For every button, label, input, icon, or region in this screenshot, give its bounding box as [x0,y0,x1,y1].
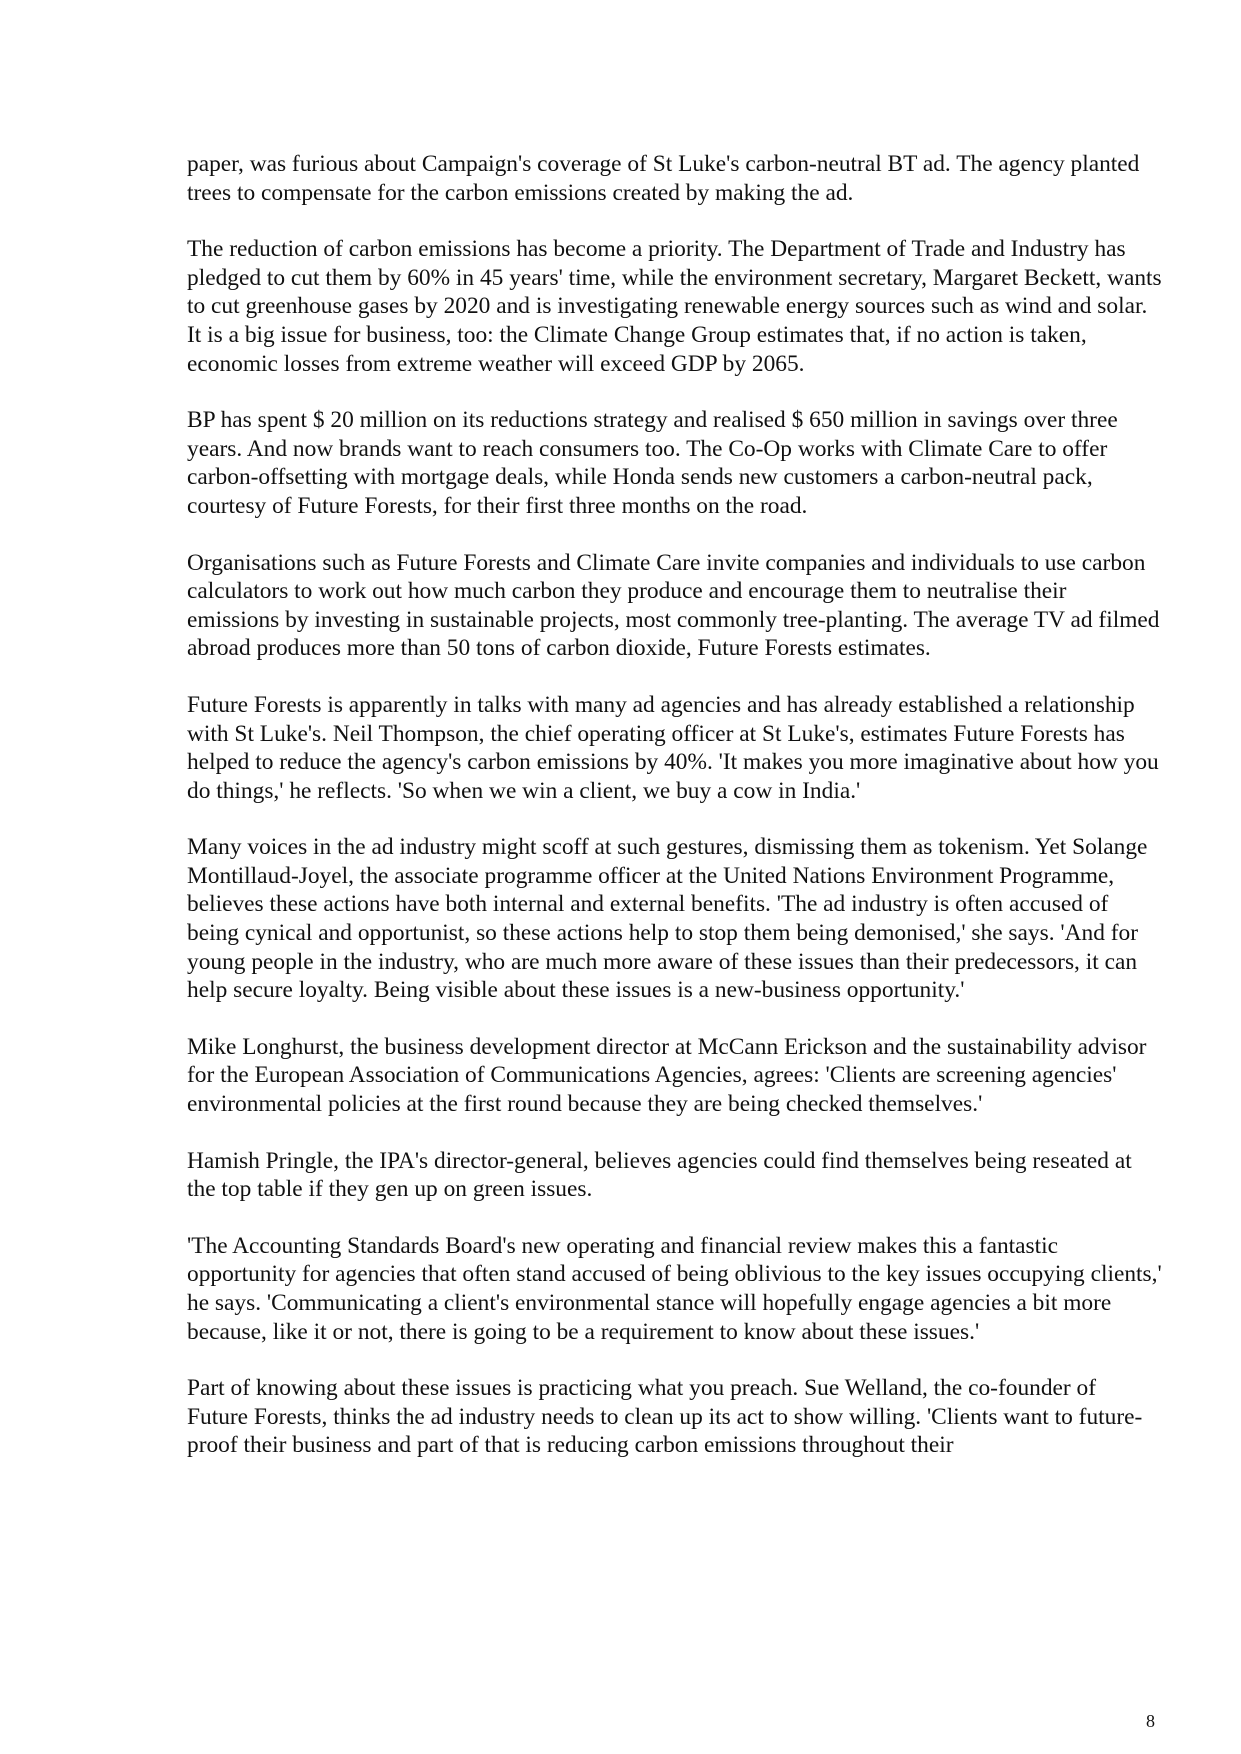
paragraph-1: paper, was furious about Campaign's coverage of St Luke's carbon-neutral BT ad. The agency planted trees to compensate for the carbon emissions created by making the ad. [187,151,1140,206]
paragraph-7: Mike Longhurst, the business development director at McCann Erickson and the sustainability advisor for the European Association of Communications Agencies, agrees: 'Clients are screening agencies' environmental policies at the first round because they are being checked themselves.' [187,1033,1147,1118]
document-body [187,150,1162,1488]
paragraph-2: The reduction of carbon emissions has become a priority. The Department of Trade and Industry has pledged to cut them by 60% in 45 years' time, while the environment secretary, Margaret Beckett, wants to cut greenhouse gases by 2020 and is investigating renewable energy sources such as wind and solar. It is a big issue for business, too: the Climate Change Group estimates that, if no action is taken, economic losses from extreme weather will exceed GDP by 2065. [187,236,1162,377]
paragraph-5: Future Forests is apparently in talks with many ad agencies and has already established a relationship with St Luke's. Neil Thompson, the chief operating officer at St Luke's, estimates Future Forests has helped to reduce the agency's carbon emissions by 40%. 'It makes you more imaginative about how you do things,' he reflects. 'So when we win a client, we buy a cow in India.' [187,691,1159,804]
paragraph-6: Many voices in the ad industry might scoff at such gestures, dismissing them as tokenism. Yet Solange Montillaud-Joyel, the associate programme officer at the United Nations Environment Programme, believes these actions have both internal and external benefits. 'The ad industry is often accused of being cynical and opportunist, so these actions help to stop them being demonised,' she says. 'And for young people in the industry, who are much more aware of these issues than their predecessors, it can help secure loyalty. Being visible about these issues is a new-business opportunity.' [187,834,1148,1004]
paragraph-10: Part of knowing about these issues is practicing what you preach. Sue Welland, the co-founder of Future Forests, thinks the ad industry needs to clean up its act to show willing. 'Clients want to future-proof their business and part of that is reducing carbon emissions throughout their [187,1375,1143,1459]
paragraph-3: BP has spent $ 20 million on its reductions strategy and realised $ 650 million in savings over three years. And now brands want to reach consumers too. The Co-Op works with Climate Care to offer carbon-offsetting with mortgage deals, while Honda sends new customers a carbon-neutral pack, courtesy of Future Forests, for their first three months on the road. [187,407,1118,519]
paragraph-4: Organisations such as Future Forests and Climate Care invite companies and individuals to use carbon calculators to work out how much carbon they produce and encourage them to neutralise their emissions by investing in sustainable projects, most commonly tree-planting. The average TV ad filmed abroad produces more than 50 tons of carbon dioxide, Future Forests estimates. [187,549,1160,662]
page-number: 8 [1146,1711,1155,1731]
paragraph-8: Hamish Pringle, the IPA's director-general, believes agencies could find themselves being reseated at the top table if they gen up on green issues. [187,1147,1132,1203]
paragraph-9: 'The Accounting Standards Board's new operating and financial review makes this a fantastic opportunity for agencies that often stand accused of being oblivious to the key issues occupying clients,' he says. 'Communicating a client's environmental stance will hopefully engage agencies a bit more because, like it or not, there is going to be a requirement to know about these issues.' [187,1232,1162,1345]
